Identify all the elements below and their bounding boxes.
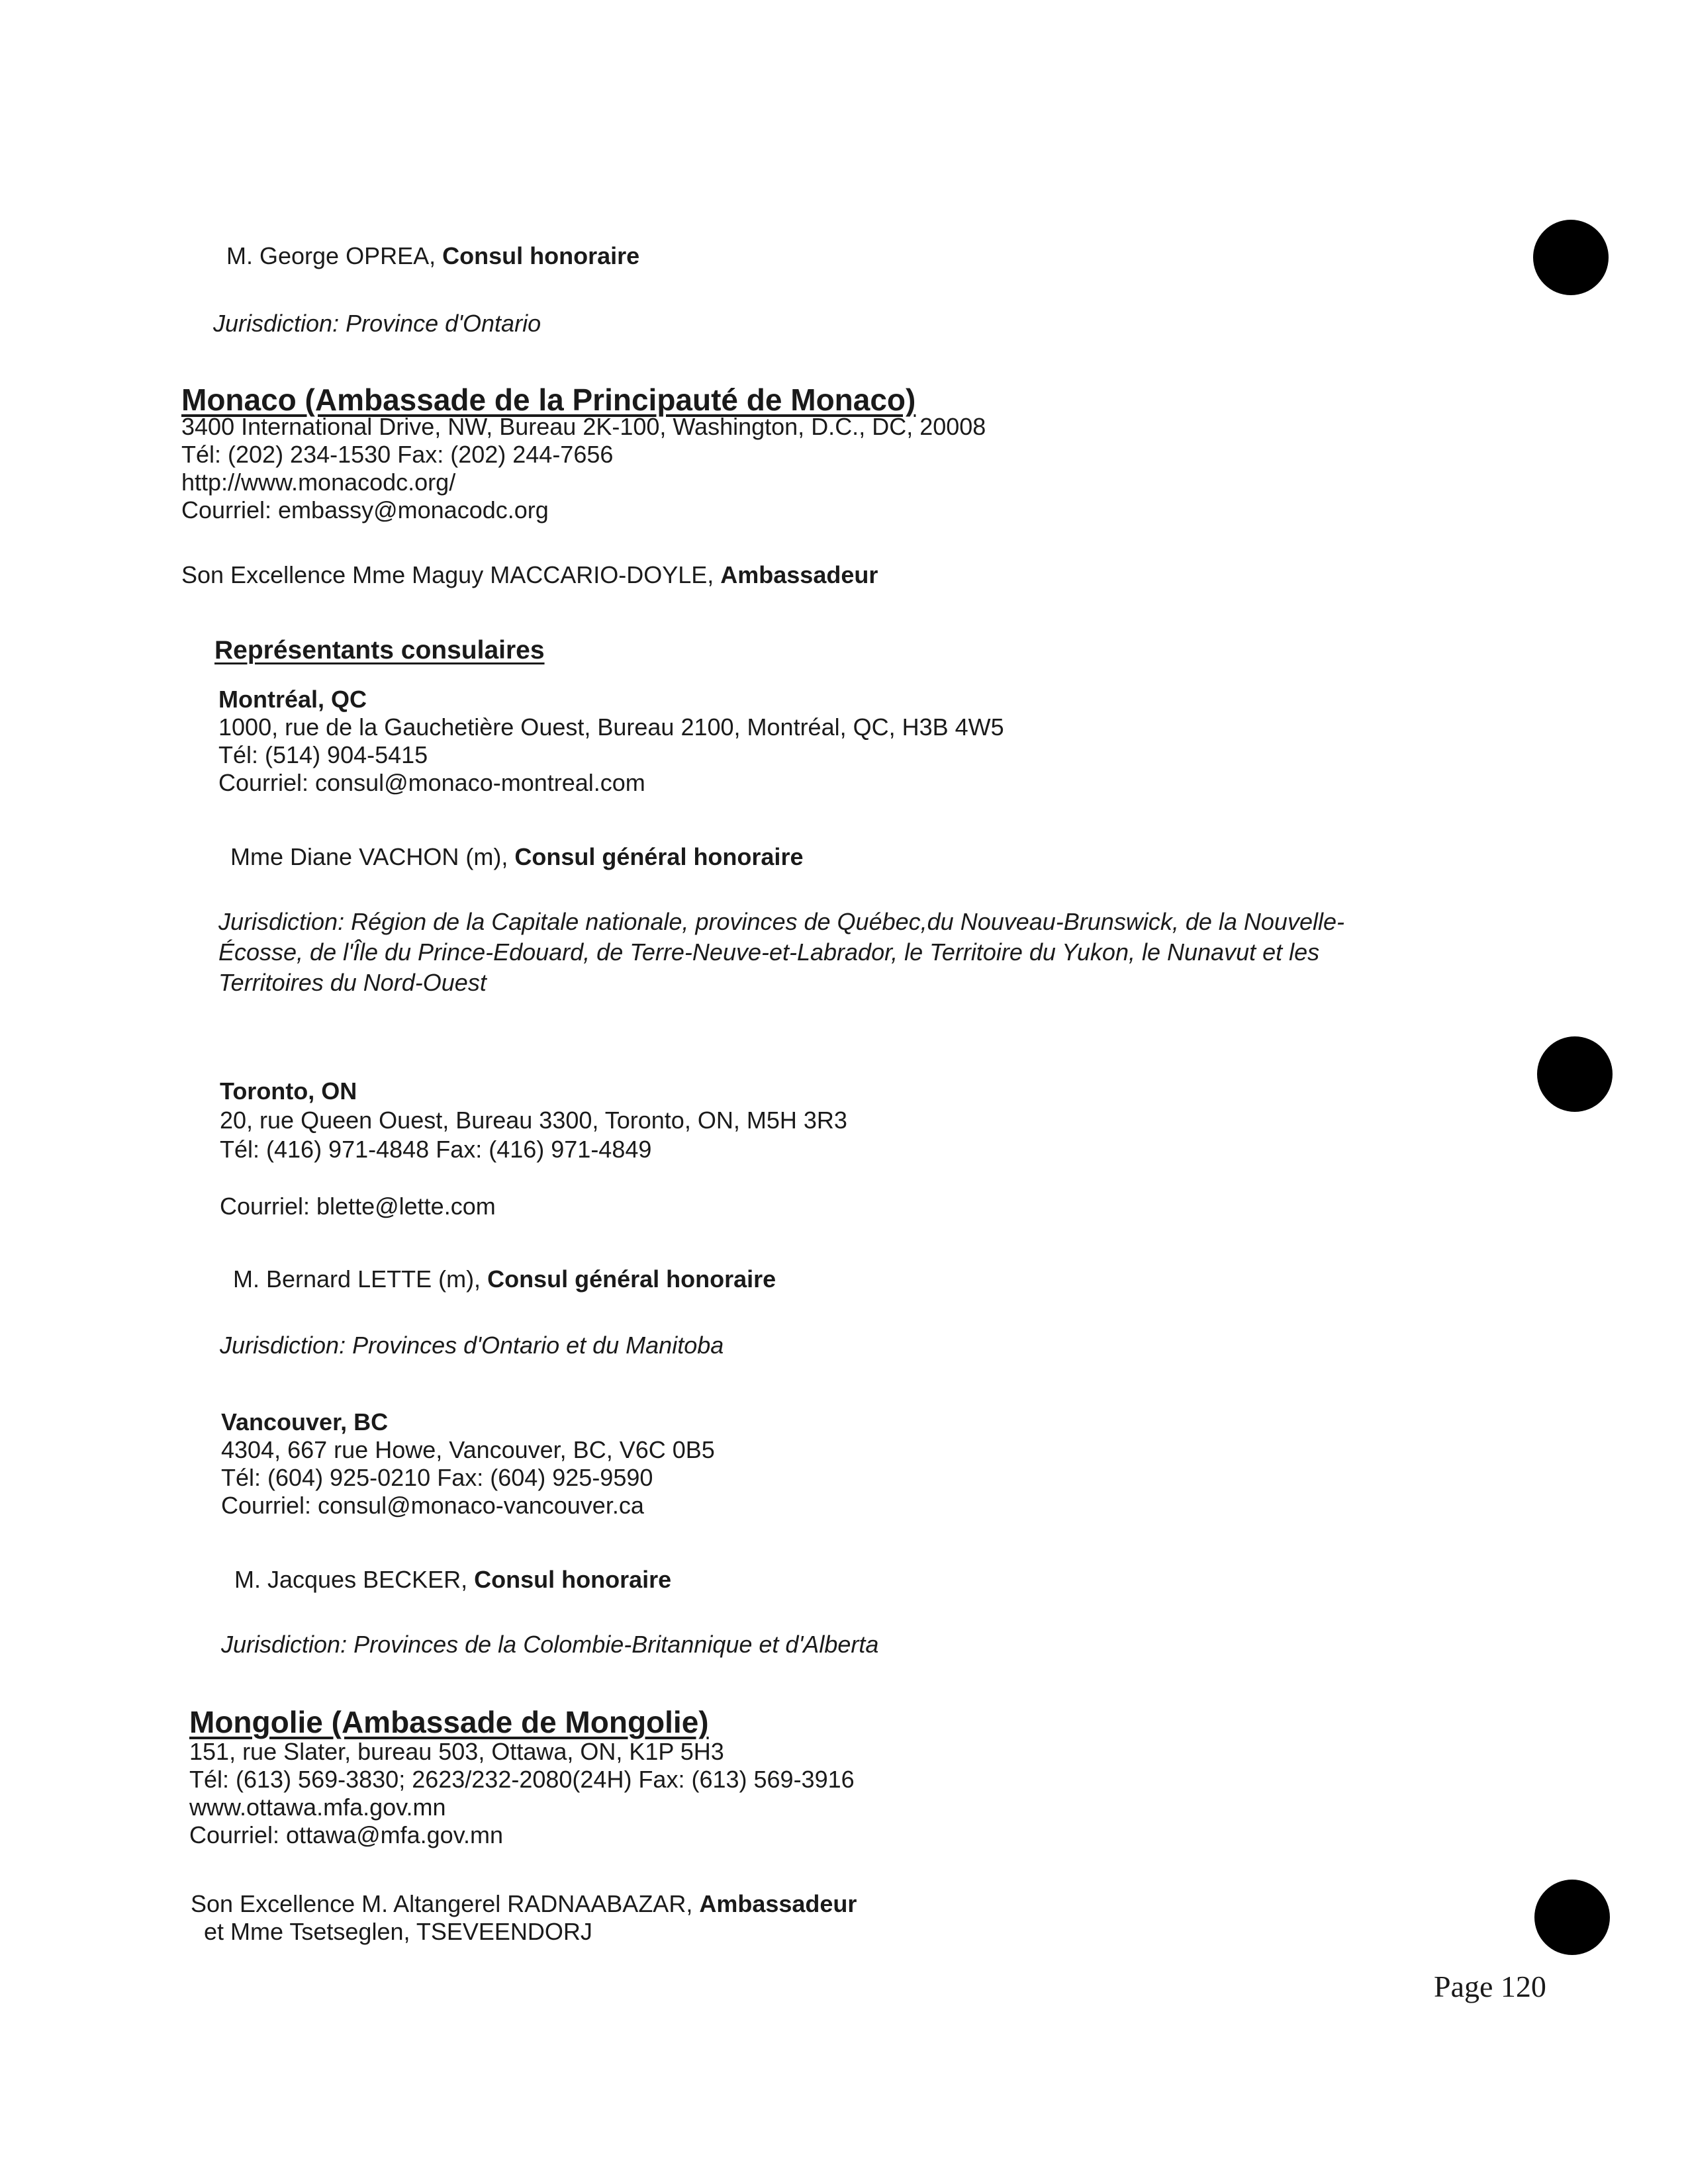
consulate-city: Vancouver, BC [221, 1408, 389, 1435]
consul-line [234, 1566, 671, 1594]
consulate-phone: Tél: (416) 971-4848 Fax: (416) 971-4849 [220, 1136, 652, 1163]
ambassador-name: Son Excellence Mme Maguy MACCARIO-DOYLE, [181, 561, 721, 588]
monaco-heading: Monaco (Ambassade de la Principauté de Monaco) [181, 383, 916, 417]
consulate-email: Courriel: blette@lette.com [220, 1193, 496, 1220]
consul-name: M. Jacques BECKER, [234, 1566, 475, 1593]
consul-title: Consul général honoraire [487, 1265, 776, 1293]
consul-line [233, 1265, 776, 1293]
punch-hole-top [1533, 220, 1609, 295]
jurisdiction: Jurisdiction: Provinces de la Colombie-Britannique et d'Alberta [221, 1631, 879, 1658]
consul-title: Consul général honoraire [514, 843, 804, 870]
consul-line [226, 242, 639, 270]
consul-name: Mme Diane VACHON (m), [230, 843, 515, 870]
consul-line [230, 843, 803, 871]
monaco-address: 3400 International Drive, NW, Bureau 2K-100, Washington, D.C., DC, 20008 [181, 413, 986, 440]
jurisdiction-line: Jurisdiction: Région de la Capitale nationale, provinces de Québec,du Nouveau-Brunswick, de la Nouvelle- [218, 908, 1344, 935]
consulate-address: 20, rue Queen Ouest, Bureau 3300, Toronto, ON, M5H 3R3 [220, 1107, 847, 1134]
consul-name: M. George OPREA, [226, 242, 443, 269]
consulate-email: Courriel: consul@monaco-vancouver.ca [221, 1492, 644, 1519]
ambassador-spouse: et Mme Tsetseglen, TSEVEENDORJ [204, 1918, 592, 1945]
jurisdiction: Jurisdiction: Province d'Ontario [213, 310, 541, 337]
consulate-phone: Tél: (514) 904-5415 [218, 741, 428, 768]
consulate-city: Montréal, QC [218, 686, 367, 713]
consul-title: Consul honoraire [442, 242, 640, 269]
consul-name: M. Bernard LETTE (m), [233, 1265, 488, 1293]
jurisdiction: Jurisdiction: Provinces d'Ontario et du Manitoba [220, 1332, 724, 1359]
monaco-ambassador-line [181, 561, 878, 589]
consulate-city: Toronto, ON [220, 1077, 357, 1105]
punch-hole-middle [1537, 1036, 1613, 1112]
consulate-phone: Tél: (604) 925-0210 Fax: (604) 925-9590 [221, 1464, 653, 1491]
consulate-email: Courriel: consul@monaco-montreal.com [218, 769, 645, 796]
page-number: Page 120 [1434, 1970, 1546, 2003]
jurisdiction-line: Territoires du Nord-Ouest [218, 969, 487, 996]
mongolia-address: 151, rue Slater, bureau 503, Ottawa, ON, K1P 5H3 [189, 1738, 724, 1765]
mongolia-email: Courriel: ottawa@mfa.gov.mn [189, 1821, 504, 1848]
ambassador-name: Son Excellence M. Altangerel RADNAABAZAR, [191, 1890, 700, 1917]
ambassador-title: Ambassadeur [720, 561, 878, 588]
punch-hole-bottom [1534, 1880, 1610, 1955]
consulate-address: 4304, 667 rue Howe, Vancouver, BC, V6C 0B5 [221, 1436, 715, 1463]
monaco-phone: Tél: (202) 234-1530 Fax: (202) 244-7656 [181, 441, 614, 468]
mongolia-ambassador-line [191, 1890, 857, 1918]
mongolia-website: www.ottawa.mfa.gov.mn [189, 1794, 446, 1821]
mongolia-heading: Mongolie (Ambassade de Mongolie) [189, 1705, 709, 1739]
consular-heading: Représentants consulaires [214, 636, 545, 664]
mongolia-phone: Tél: (613) 569-3830; 2623/232-2080(24H) Fax: (613) 569-3916 [189, 1766, 855, 1793]
consul-title: Consul honoraire [474, 1566, 672, 1593]
monaco-email: Courriel: embassy@monacodc.org [181, 496, 549, 523]
consulate-address: 1000, rue de la Gauchetière Ouest, Bureau 2100, Montréal, QC, H3B 4W5 [218, 713, 1004, 741]
ambassador-title: Ambassadeur [699, 1890, 857, 1917]
monaco-website: http://www.monacodc.org/ [181, 469, 456, 496]
jurisdiction-line: Écosse, de l'Île du Prince-Edouard, de Terre-Neuve-et-Labrador, le Territoire du Yukon, le Nunavut et les [218, 938, 1320, 966]
